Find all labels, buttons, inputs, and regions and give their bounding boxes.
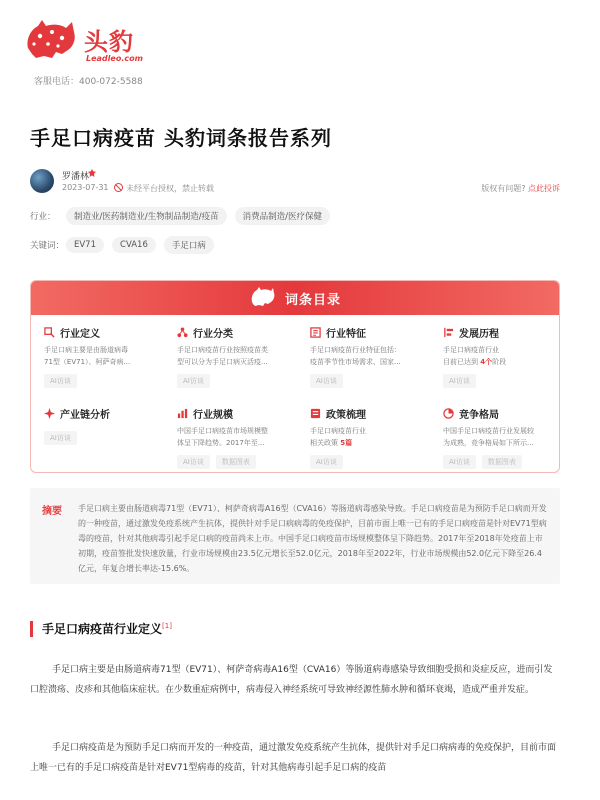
desc-line: 手足口病疫苗行业: [443, 346, 499, 354]
desc-text: 相关政策: [310, 439, 341, 447]
definition-icon: [44, 327, 55, 338]
desc-line: 型可以分为手足口病灭活疫...: [177, 358, 268, 366]
copyright-question: [481, 183, 560, 194]
ai-interview-button[interactable]: AI访谈: [44, 374, 77, 388]
dir-item-head: [443, 325, 560, 340]
brand-logo[interactable]: [22, 18, 152, 70]
ai-interview-button[interactable]: AI访谈: [310, 374, 343, 388]
desc-line: 疫苗季节性市场需求、国家...: [310, 358, 401, 366]
author-name[interactable]: 罗潘林: [62, 172, 90, 182]
directory-header: [31, 281, 559, 315]
abstract-text: 手足口病主要由肠道病毒71型（EV71）、柯萨奇病毒A16型（CVA16）等肠道病毒感染导致。手足口病疫苗是为预防手足口病而开发的一种疫苗，通过激发免疫系统产生抗体，提供针对手足口病病毒的免疫保护，目前市面上唯一已有的手足口病疫苗是针对EV71型病毒的疫苗，针对其他病毒引起手足口病的疫苗尚未上市。中国手足口病疫苗市场规模整体呈下降趋势。2017年至2018年处疫苗上市初期，疫苗签批发快速放量，行业市场规模由23.5亿元增长至52.0亿元，2018年至2022年，行业市场规模由52.0亿元下降至26.4亿元，年复合增长率达-15.6%。: [78, 504, 547, 573]
dir-item-competition[interactable]: [443, 406, 560, 469]
dir-item-classification[interactable]: [177, 325, 301, 388]
ai-interview-button[interactable]: AI访谈: [177, 455, 210, 469]
policy-icon: [310, 408, 321, 419]
classification-icon: [177, 327, 188, 338]
ai-interview-button[interactable]: AI访谈: [310, 455, 343, 469]
desc-line: [310, 437, 434, 449]
keyword-tag[interactable]: EV71: [66, 237, 104, 253]
verified-badge-icon: [88, 169, 96, 177]
leopard-logo-icon: [22, 18, 78, 64]
brand-name-en: Leadleo.com: [86, 54, 143, 63]
desc-line: 中国手足口病疫苗市场规模整: [177, 427, 268, 435]
industry-label: 行业：: [30, 212, 56, 222]
dir-item-title: 产业链分析: [60, 410, 110, 421]
body-paragraph: 手足口病主要是由肠道病毒71型（EV71）、柯萨奇病毒A16型（CVA16）等肠道病毒感染导致细胞受损和炎症反应，进而引发口腔溃疡、皮疹和其他临床症状。在少数重症病例中，病毒侵入神经系统可导致神经源性肺水肿和循环衰竭，造成严重并发症。: [30, 665, 553, 695]
dir-item-head: [310, 325, 434, 340]
abstract-label: 摘要: [42, 506, 62, 517]
customer-hotline: 客服电话：400-072-5588: [34, 77, 143, 87]
desc-line: 71型（EV71）、柯萨奇病...: [44, 358, 131, 366]
leopard-header-icon: [249, 286, 275, 310]
desc-text: 阶段: [492, 358, 507, 366]
section-title-text: 手足口病疫苗行业定义: [42, 622, 163, 636]
dir-item-title: 行业规模: [193, 410, 233, 421]
dir-item-desc: [310, 425, 434, 449]
history-icon: [443, 327, 454, 338]
brand-name-cn: 头豹: [84, 28, 134, 56]
keyword-tag[interactable]: CVA16: [112, 237, 156, 253]
abstract-box: [30, 488, 560, 584]
dir-item-desc: [177, 344, 301, 368]
author-avatar[interactable]: [30, 169, 54, 193]
prohibited-icon: [114, 183, 123, 192]
ai-interview-button[interactable]: AI访谈: [443, 455, 476, 469]
dir-item-title: 行业特征: [326, 329, 366, 340]
copyright-notice: 未经平台授权，禁止转载: [126, 184, 214, 193]
complaint-link[interactable]: 点此投诉: [528, 184, 560, 193]
directory-panel: [30, 280, 560, 473]
dir-item-definition[interactable]: [44, 325, 168, 388]
reference-marker[interactable]: [1]: [162, 622, 172, 630]
dir-item-head: [44, 406, 168, 421]
dir-item-scale[interactable]: [177, 406, 301, 469]
publish-date: 2023-07-31: [62, 183, 109, 192]
industry-tag[interactable]: 消费品制造/医疗保健: [235, 207, 330, 225]
data-chart-button[interactable]: 数据图表: [482, 455, 522, 469]
dir-item-feature[interactable]: [310, 325, 434, 388]
ai-interview-button[interactable]: AI访谈: [44, 431, 77, 445]
dir-item-title: 竞争格局: [459, 410, 499, 421]
dir-item-desc: [443, 344, 560, 368]
desc-line: 手足口病疫苗行业: [310, 427, 366, 435]
chain-icon: [44, 408, 55, 419]
dir-item-head: [443, 406, 560, 421]
dir-item-policy[interactable]: [310, 406, 434, 469]
industry-tags: [30, 207, 338, 225]
page-title: 手足口病疫苗 头豹词条报告系列: [30, 126, 332, 150]
desc-highlight: 5篇: [340, 439, 353, 447]
competition-icon: [443, 408, 454, 419]
feature-icon: [310, 327, 321, 338]
dir-item-desc: [177, 425, 301, 449]
dir-item-title: 行业分类: [193, 329, 233, 340]
section-accent-bar: [30, 621, 33, 637]
body-paragraph: 手足口病疫苗是为预防手足口病而开发的一种疫苗，通过激发免疫系统产生抗体，提供针对手足口病病毒的免疫保护，目前市面上唯一已有的手足口病疫苗是针对EV71型病毒的疫苗，针对其他病毒引起手足口病的疫苗: [30, 743, 557, 773]
dir-item-head: [310, 406, 434, 421]
ai-interview-button[interactable]: AI访谈: [443, 374, 476, 388]
dir-item-desc: [443, 425, 560, 449]
desc-line: 手足口病主要是由肠道病毒: [44, 346, 128, 354]
data-chart-button[interactable]: 数据图表: [216, 455, 256, 469]
desc-line: 中国手足口病疫苗行业发展较: [443, 427, 534, 435]
ai-interview-button[interactable]: AI访谈: [177, 374, 210, 388]
dir-item-head: [44, 325, 168, 340]
dir-item-head: [177, 406, 301, 421]
dir-item-title: 行业定义: [60, 329, 100, 340]
dir-item-title: 政策梳理: [326, 410, 366, 421]
directory-title: 词条目录: [285, 293, 342, 308]
desc-line: 手足口病疫苗行业按照疫苗类: [177, 346, 268, 354]
desc-line: 体呈下降趋势。2017年至...: [177, 439, 265, 447]
desc-text: 目前已达到: [443, 358, 481, 366]
question-prefix: 版权有问题?: [481, 184, 526, 193]
dir-item-title: 发展历程: [459, 329, 499, 340]
desc-line: [443, 356, 560, 368]
dir-item-desc: [44, 344, 168, 368]
desc-line: 为成熟，竞争格局如下所示...: [443, 439, 534, 447]
scale-icon: [177, 408, 188, 419]
keyword-tag[interactable]: 手足口病: [164, 236, 214, 254]
dir-item-desc: [310, 344, 434, 368]
section-title: [42, 620, 172, 637]
industry-tag[interactable]: 制造业/医药制造业/生物制品制造/疫苗: [66, 207, 227, 225]
dir-item-history[interactable]: [443, 325, 560, 388]
dir-item-chain[interactable]: [44, 406, 168, 445]
desc-line: 手足口病疫苗行业特征包括：: [310, 346, 401, 354]
top-strip: [0, 0, 600, 8]
keyword-tags: [30, 236, 222, 254]
dir-item-head: [177, 325, 301, 340]
desc-highlight: 4个: [480, 358, 493, 366]
keyword-label: 关键词：: [30, 241, 65, 251]
